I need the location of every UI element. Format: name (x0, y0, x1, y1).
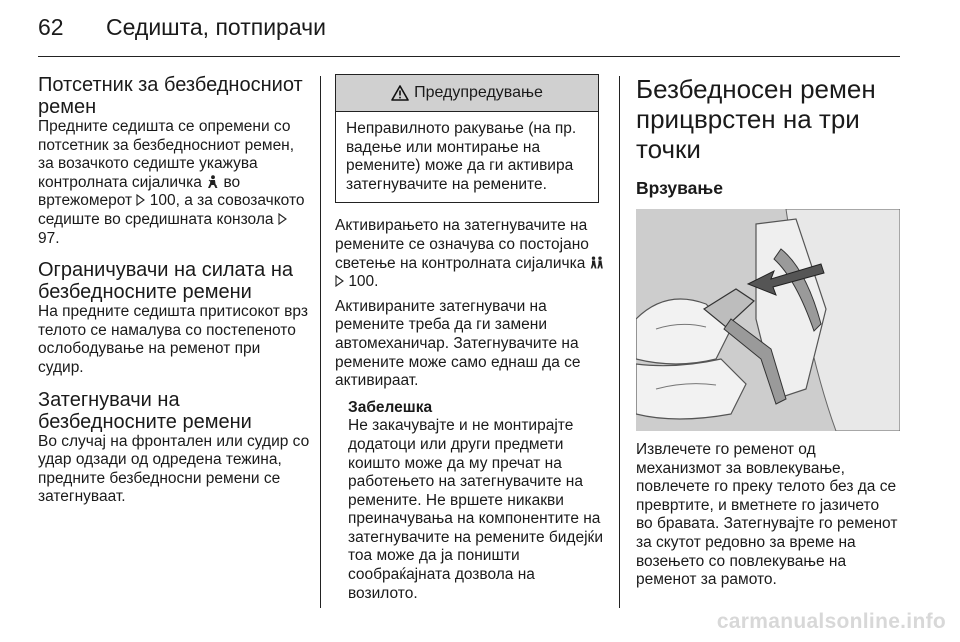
section-text: На предните седишта притисокот врз телото се намалува со постепеното ослободување на ременот при судир. (38, 303, 308, 376)
left-column (38, 74, 310, 507)
paragraph: Активирањето на затегнувачите на ремените се означува со постојано светење на контролната сијаличка 100. (335, 217, 607, 291)
warning-title: Предупредување (414, 84, 543, 101)
page-header (38, 14, 326, 41)
warning-box (335, 74, 599, 203)
section-title: Затегнувачи на безбедносните ремени (38, 388, 252, 433)
section-text: Предните седишта се опремени со потсетник за безбедносниот ремен, за возачкото седиште укажува контролната сијаличка во вртежомерот 100, а за совозачкото седиште во средишната конзола 97. (38, 118, 305, 247)
warning-header (336, 75, 598, 112)
watermark: carmanualsonline.info (716, 610, 946, 633)
seatbelt-reminder-icon (206, 175, 219, 189)
section-title: Ограничувачи на силата на безбедносните ремени (38, 259, 293, 304)
right-column (636, 74, 900, 590)
page-number: 62 (38, 14, 64, 40)
note-text: Не закачувајте и не монтирајте додатоци или други предмети коишто може да му пречат на работењето на затегнувачите на ремените. Не вршете никакви преиначувања на компонентите на затегнувачите на ремените бидејќи тоа може да ја поништи сообраќајната дозвола на возилото. (348, 417, 603, 602)
section-title: Потсетник за безбедносниот ремен (38, 74, 303, 118)
note-title: Забелешка (348, 398, 433, 416)
seatbelt-illustration (636, 209, 900, 431)
seatbelt-fastening-image (636, 209, 900, 431)
paragraph: Извлечете го ременот од механизмот за вовлекување, повлечете го преку телото без да се превртите, и вметнете го јазичето во бравата. Затегнувајте го ременот за скутот редовно за време на возењето со повлекување на ременот за рамото. (636, 441, 898, 589)
page-ref-arrow-icon (335, 275, 344, 287)
warning-triangle-icon (391, 85, 409, 101)
page-ref-arrow-icon (136, 194, 145, 206)
section-text: Во случај на фронтален или судир со удар одзади од одредена тежина, предните безбедносни ремени се затегнуваат. (38, 432, 310, 506)
page-title: Седишта, потпирачи (106, 14, 326, 40)
warning-text: Неправилното ракување (на пр. вадење или монтирање на ремените) може да ги активира затегнувачите на ремените. (346, 120, 577, 193)
note-block (348, 399, 607, 604)
column-divider (320, 76, 321, 608)
section-title: Безбедносен ремен прицврстен на три точки (636, 74, 876, 164)
middle-column (335, 74, 607, 603)
column-divider (619, 76, 620, 608)
header-rule (38, 56, 900, 57)
page-ref-arrow-icon (278, 213, 287, 225)
paragraph: Активираните затегнувачи на ремените треба да ги замени автомеханичар. Затегнувачите на ремените може само еднаш да се активираат. (335, 297, 581, 390)
seatbelt-pretensioner-icon (590, 256, 603, 270)
subsection-title: Врзување (636, 178, 723, 198)
